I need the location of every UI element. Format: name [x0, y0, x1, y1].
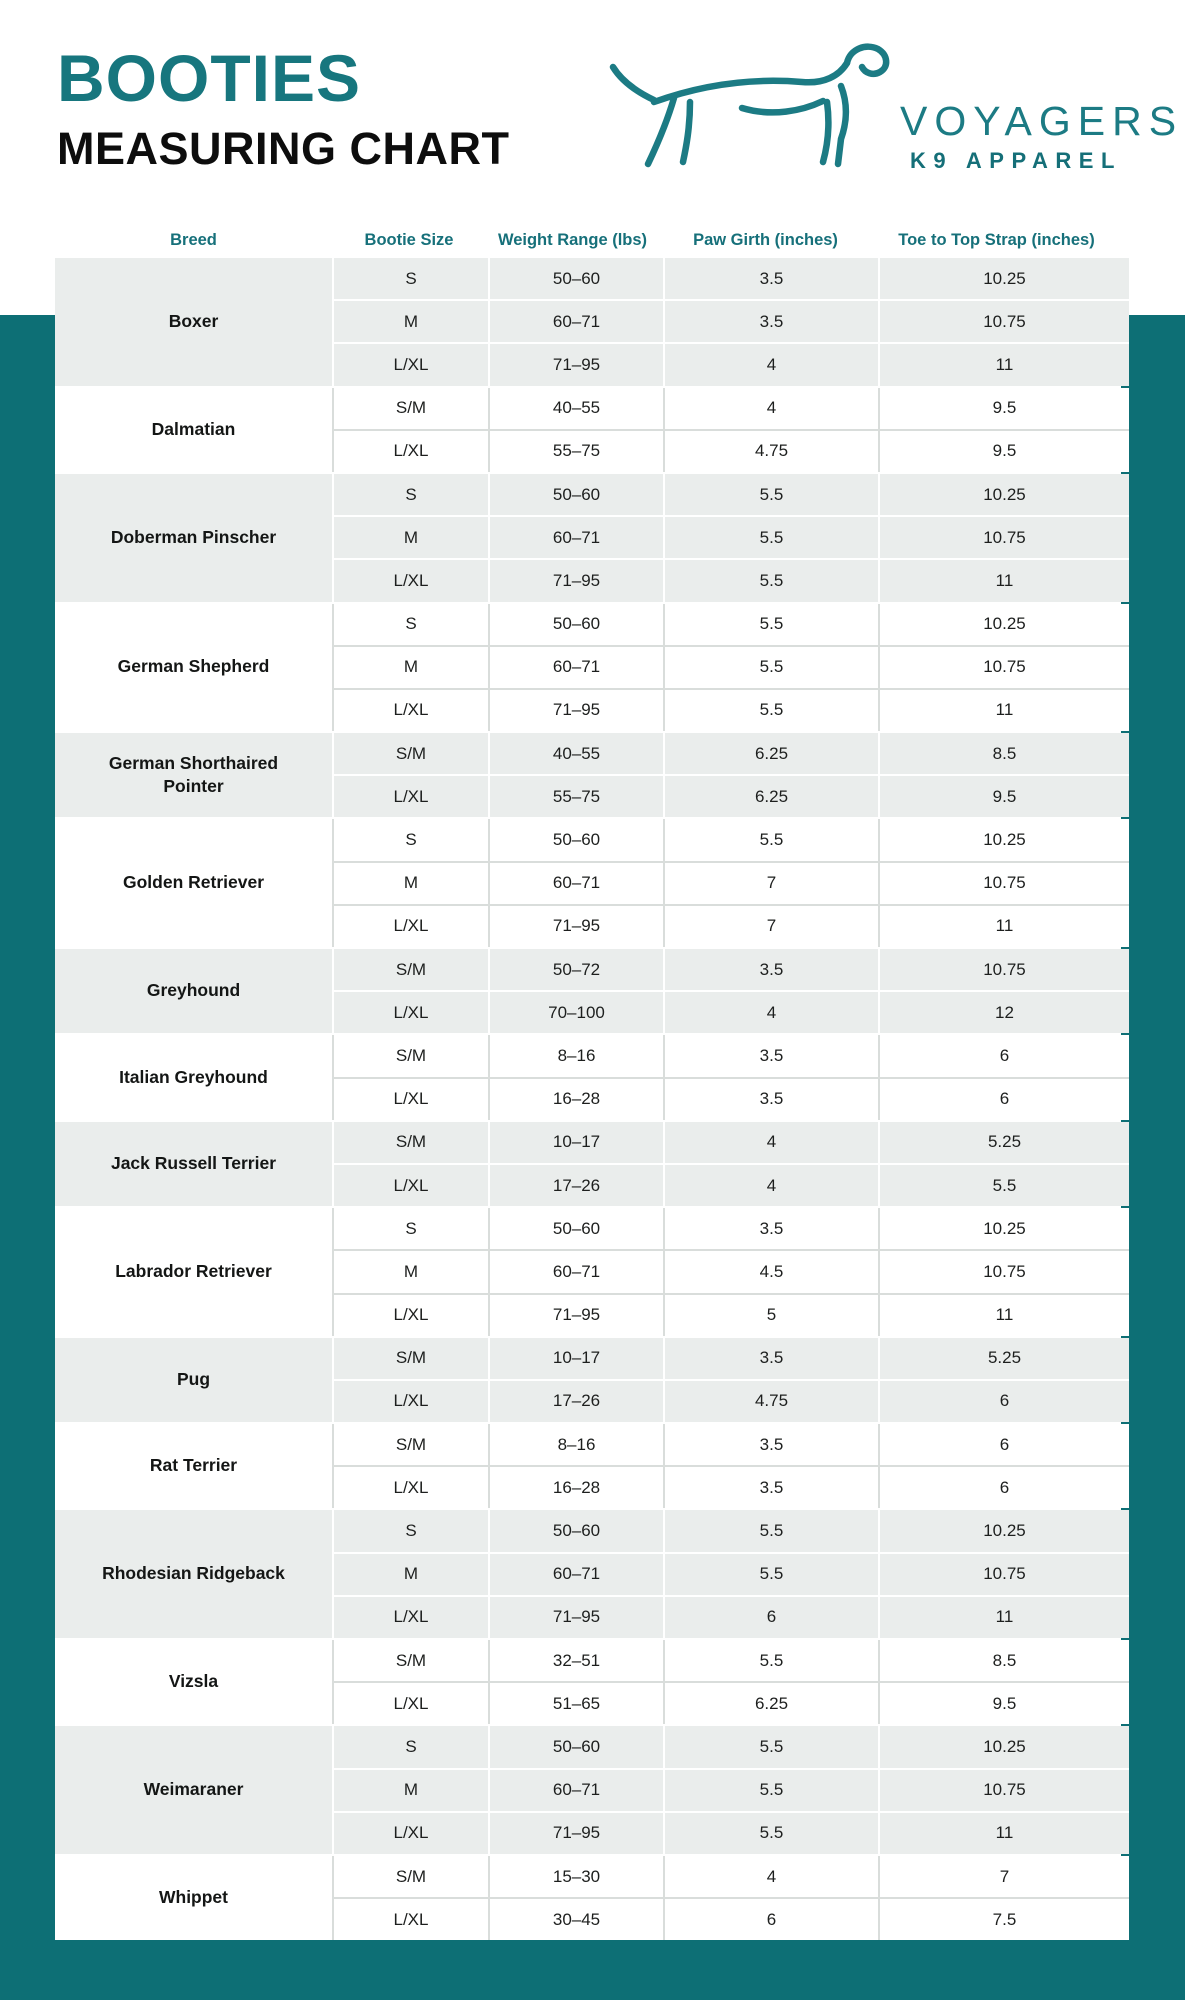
table-cell: L/XL	[334, 1295, 488, 1336]
table-cell: 55–75	[490, 776, 663, 817]
table-cell: 15–30	[490, 1856, 663, 1897]
breed-cell: Labrador Retriever	[55, 1208, 332, 1336]
table-cell: 10.25	[880, 604, 1129, 645]
breed-group	[55, 733, 1129, 817]
table-cell: 5.5	[665, 560, 878, 601]
table-cell: 10.25	[880, 474, 1129, 515]
table-cell: 4	[665, 1122, 878, 1163]
breed-cell: German Shepherd	[55, 604, 332, 732]
breed-cell: Vizsla	[55, 1640, 332, 1724]
table-cell: 3.5	[665, 1079, 878, 1120]
column-header: Toe to Top Strap (inches)	[898, 230, 1095, 249]
table-cell: 51–65	[490, 1683, 663, 1724]
table-cell: 10.25	[880, 819, 1129, 860]
page-title: BOOTIES	[57, 41, 362, 115]
table-cell: 50–60	[490, 604, 663, 645]
table-cell: 4	[665, 1856, 878, 1897]
table-cell: 10.75	[880, 1554, 1129, 1595]
breed-group	[55, 1856, 1129, 1940]
table-cell: 11	[880, 1295, 1129, 1336]
breed-cell: Rhodesian Ridgeback	[55, 1510, 332, 1638]
table-cell: 16–28	[490, 1467, 663, 1508]
breed-cell: Italian Greyhound	[55, 1035, 332, 1119]
table-cell: 10.75	[880, 949, 1129, 990]
table-cell: L/XL	[334, 1381, 488, 1422]
table-cell: 32–51	[490, 1640, 663, 1681]
table-cell: 5.5	[665, 1813, 878, 1854]
table-cell: 5.25	[880, 1338, 1129, 1379]
table-cell: L/XL	[334, 1467, 488, 1508]
table-cell: S/M	[334, 1640, 488, 1681]
table-cell: S	[334, 258, 488, 299]
breed-group	[55, 1424, 1129, 1508]
table-cell: 60–71	[490, 863, 663, 904]
table-cell: 3.5	[665, 1338, 878, 1379]
table-cell: 10.25	[880, 1726, 1129, 1767]
breed-group	[55, 1338, 1129, 1422]
table-cell: 4.5	[665, 1251, 878, 1292]
breed-group	[55, 1122, 1129, 1206]
table-cell: L/XL	[334, 344, 488, 385]
table-cell: 3.5	[665, 1035, 878, 1076]
table-cell: 3.5	[665, 1208, 878, 1249]
table-cell: 5.5	[665, 1726, 878, 1767]
measuring-chart-table	[55, 222, 1121, 1940]
table-cell: 40–55	[490, 733, 663, 774]
table-cell: 3.5	[665, 1424, 878, 1465]
table-cell: 4	[665, 1165, 878, 1206]
table-cell: 11	[880, 906, 1129, 947]
table-cell: 7	[665, 863, 878, 904]
table-cell: S	[334, 1208, 488, 1249]
dog-logo-icon	[592, 38, 912, 172]
table-cell: 4	[665, 344, 878, 385]
table-cell: 6.25	[665, 1683, 878, 1724]
table-cell: L/XL	[334, 1079, 488, 1120]
table-cell: 10.75	[880, 863, 1129, 904]
breed-cell: Doberman Pinscher	[55, 474, 332, 602]
table-cell: L/XL	[334, 992, 488, 1033]
breed-cell: Pug	[55, 1338, 332, 1422]
table-cell: 5.5	[665, 1770, 878, 1811]
table-cell: 10.75	[880, 647, 1129, 688]
table-cell: S	[334, 474, 488, 515]
table-cell: 60–71	[490, 1251, 663, 1292]
table-cell: 3.5	[665, 258, 878, 299]
table-cell: 5.5	[880, 1165, 1129, 1206]
column-header: Weight Range (lbs)	[497, 230, 648, 249]
table-cell: L/XL	[334, 1165, 488, 1206]
breed-group	[55, 949, 1129, 1033]
table-header-row	[55, 222, 1121, 258]
table-cell: 11	[880, 344, 1129, 385]
table-cell: 9.5	[880, 776, 1129, 817]
table-cell: 8–16	[490, 1424, 663, 1465]
table-cell: 50–72	[490, 949, 663, 990]
table-cell: 3.5	[665, 1467, 878, 1508]
breed-group	[55, 604, 1129, 732]
table-cell: M	[334, 517, 488, 558]
table-cell: 71–95	[490, 1295, 663, 1336]
table-cell: S	[334, 819, 488, 860]
table-cell: M	[334, 301, 488, 342]
brand-subname: K9 APPAREL	[910, 148, 1122, 173]
table-cell: 6	[880, 1079, 1129, 1120]
table-cell: 60–71	[490, 647, 663, 688]
breed-group	[55, 1035, 1129, 1119]
table-cell: 5.5	[665, 1640, 878, 1681]
table-cell: S	[334, 604, 488, 645]
table-cell: 17–26	[490, 1381, 663, 1422]
breed-cell: Golden Retriever	[55, 819, 332, 947]
table-cell: L/XL	[334, 1813, 488, 1854]
table-cell: 60–71	[490, 517, 663, 558]
table-cell: 6	[880, 1381, 1129, 1422]
breed-cell: Dalmatian	[55, 388, 332, 472]
table-cell: 50–60	[490, 474, 663, 515]
brand-logo	[592, 36, 1184, 176]
table-cell: 5.5	[665, 474, 878, 515]
table-cell: 71–95	[490, 1813, 663, 1854]
table-cell: 71–95	[490, 344, 663, 385]
breed-cell: Boxer	[55, 258, 332, 386]
table-cell: 5.5	[665, 1510, 878, 1551]
table-cell: 9.5	[880, 431, 1129, 472]
table-cell: 4	[665, 388, 878, 429]
breed-cell: Greyhound	[55, 949, 332, 1033]
table-cell: 6	[665, 1597, 878, 1638]
table-cell: L/XL	[334, 431, 488, 472]
table-cell: 6	[880, 1424, 1129, 1465]
table-cell: 6.25	[665, 733, 878, 774]
table-cell: 10.25	[880, 1510, 1129, 1551]
table-cell: 12	[880, 992, 1129, 1033]
column-header: Bootie Size	[364, 230, 454, 249]
table-cell: 10.25	[880, 258, 1129, 299]
table-cell: 5.5	[665, 1554, 878, 1595]
table-cell: 10–17	[490, 1122, 663, 1163]
table-cell: S/M	[334, 1338, 488, 1379]
table-cell: S	[334, 1726, 488, 1767]
table-cell: 10.75	[880, 517, 1129, 558]
table-cell: 55–75	[490, 431, 663, 472]
table-cell: 6.25	[665, 776, 878, 817]
table-cell: L/XL	[334, 560, 488, 601]
table-cell: 4.75	[665, 1381, 878, 1422]
table-cell: 17–26	[490, 1165, 663, 1206]
table-cell: 71–95	[490, 906, 663, 947]
table-cell: L/XL	[334, 1683, 488, 1724]
table-cell: 5.5	[665, 819, 878, 860]
table-body	[55, 258, 1121, 1940]
table-cell: 9.5	[880, 1683, 1129, 1724]
breed-cell: Weimaraner	[55, 1726, 332, 1854]
breed-cell: German Shorthaired Pointer	[55, 733, 332, 817]
table-cell: 5.25	[880, 1122, 1129, 1163]
table-cell: 70–100	[490, 992, 663, 1033]
breed-group	[55, 474, 1129, 602]
table-cell: 60–71	[490, 1554, 663, 1595]
table-cell: 3.5	[665, 949, 878, 990]
table-cell: S/M	[334, 388, 488, 429]
table-cell: L/XL	[334, 1899, 488, 1940]
table-cell: L/XL	[334, 690, 488, 731]
column-header: Paw Girth (inches)	[693, 230, 838, 249]
table-cell: 7	[665, 906, 878, 947]
table-cell: 11	[880, 1813, 1129, 1854]
table-cell: 30–45	[490, 1899, 663, 1940]
table-cell: 8.5	[880, 733, 1129, 774]
table-cell: L/XL	[334, 776, 488, 817]
table-cell: S/M	[334, 949, 488, 990]
table-cell: 10.75	[880, 301, 1129, 342]
table-cell: M	[334, 863, 488, 904]
breed-group	[55, 819, 1129, 947]
table-cell: M	[334, 647, 488, 688]
table-cell: 11	[880, 1597, 1129, 1638]
table-cell: S/M	[334, 1122, 488, 1163]
table-cell: L/XL	[334, 1597, 488, 1638]
table-cell: 60–71	[490, 301, 663, 342]
table-cell: 16–28	[490, 1079, 663, 1120]
table-cell: 10.75	[880, 1770, 1129, 1811]
breed-group	[55, 1726, 1129, 1854]
breed-cell: Jack Russell Terrier	[55, 1122, 332, 1206]
table-cell: 40–55	[490, 388, 663, 429]
table-cell: 6	[665, 1899, 878, 1940]
table-cell: 71–95	[490, 1597, 663, 1638]
table-cell: 11	[880, 690, 1129, 731]
breed-group	[55, 388, 1129, 472]
table-cell: 50–60	[490, 1510, 663, 1551]
table-cell: 11	[880, 560, 1129, 601]
table-cell: 5.5	[665, 690, 878, 731]
table-cell: S	[334, 1510, 488, 1551]
table-cell: 10.75	[880, 1251, 1129, 1292]
table-cell: S/M	[334, 1424, 488, 1465]
column-header: Breed	[170, 230, 217, 249]
table-cell: L/XL	[334, 906, 488, 947]
table-cell: S/M	[334, 1856, 488, 1897]
table-cell: 71–95	[490, 560, 663, 601]
table-cell: 5.5	[665, 647, 878, 688]
brand-name: VOYAGERS	[900, 98, 1184, 144]
breed-group	[55, 1208, 1129, 1336]
breed-group	[55, 1640, 1129, 1724]
page-subtitle: MEASURING CHART	[57, 123, 510, 174]
table-cell: 71–95	[490, 690, 663, 731]
table-cell: 7.5	[880, 1899, 1129, 1940]
table-cell: 50–60	[490, 1208, 663, 1249]
table-cell: 50–60	[490, 258, 663, 299]
table-cell: 4.75	[665, 431, 878, 472]
table-cell: 4	[665, 992, 878, 1033]
breed-cell: Whippet	[55, 1856, 332, 1940]
table-cell: 6	[880, 1467, 1129, 1508]
table-cell: 7	[880, 1856, 1129, 1897]
table-cell: M	[334, 1251, 488, 1292]
table-cell: 10–17	[490, 1338, 663, 1379]
breed-cell: Rat Terrier	[55, 1424, 332, 1508]
breed-group	[55, 258, 1129, 386]
table-cell: 60–71	[490, 1770, 663, 1811]
table-cell: 5.5	[665, 517, 878, 558]
breed-group	[55, 1510, 1129, 1638]
table-cell: 8–16	[490, 1035, 663, 1076]
table-cell: 50–60	[490, 819, 663, 860]
table-cell: 5.5	[665, 604, 878, 645]
table-cell: 5	[665, 1295, 878, 1336]
table-cell: 6	[880, 1035, 1129, 1076]
table-cell: M	[334, 1554, 488, 1595]
table-cell: 9.5	[880, 388, 1129, 429]
table-cell: M	[334, 1770, 488, 1811]
table-cell: 3.5	[665, 301, 878, 342]
table-cell: S/M	[334, 1035, 488, 1076]
table-cell: 8.5	[880, 1640, 1129, 1681]
table-cell: 10.25	[880, 1208, 1129, 1249]
table-cell: S/M	[334, 733, 488, 774]
table-cell: 50–60	[490, 1726, 663, 1767]
